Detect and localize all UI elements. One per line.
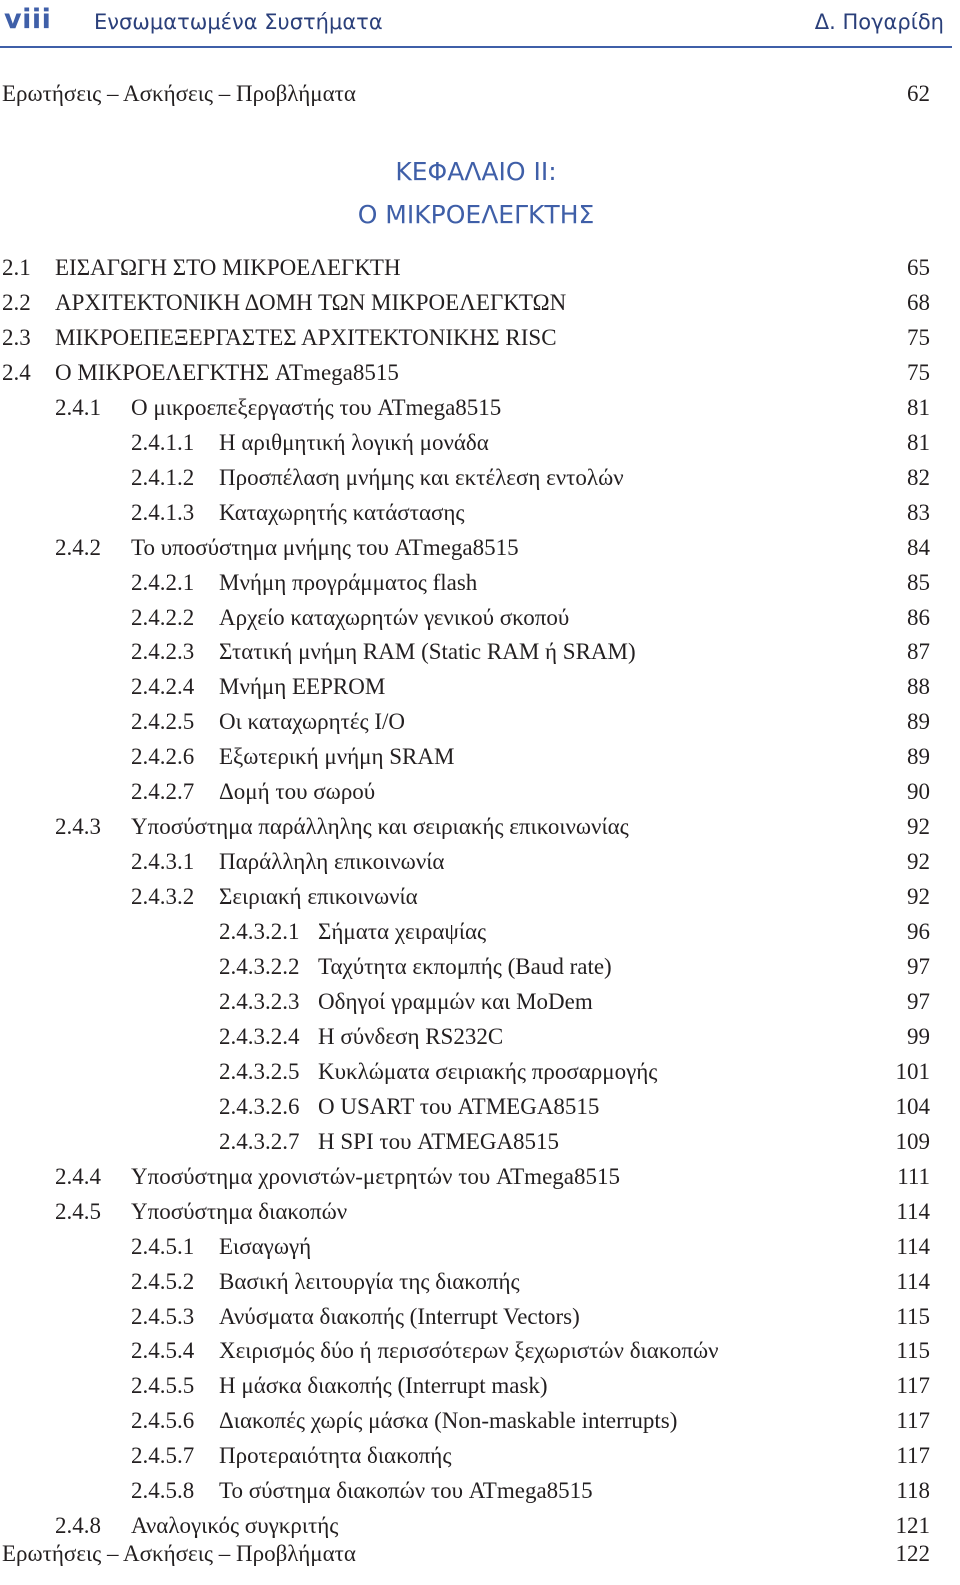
toc-entry-title: Υποσύστημα παράλληλης και σειριακής επικοινωνίας bbox=[131, 814, 629, 840]
toc-entry-number: 2.4.5.7 bbox=[131, 1443, 195, 1469]
toc-entry-title: Στατική μνήμη RAM (Static RAM ή SRAM) bbox=[219, 639, 636, 665]
toc-entry bbox=[0, 461, 930, 495]
toc-entry-questions-end bbox=[0, 1537, 930, 1571]
toc-entry-number: 2.4.1.1 bbox=[131, 429, 195, 455]
toc-entry-title: Ο USART του ATMEGA8515 bbox=[318, 1093, 600, 1119]
toc-entry-page: 87 bbox=[907, 639, 930, 665]
toc-entry-number: 2.4.3.2.4 bbox=[219, 1023, 300, 1049]
toc-entry-number: 2.4.3 bbox=[55, 814, 101, 840]
toc-entry-number: 2.4.5 bbox=[55, 1198, 101, 1224]
toc-entry bbox=[0, 775, 930, 809]
toc-entry-title: ΜΙΚΡΟΕΠΕΞΕΡΓΑΣΤΕΣ ΑΡΧΙΤΕΚΤΟΝΙΚΗΣ RISC bbox=[55, 324, 557, 350]
toc-entry-number: 2.2 bbox=[2, 289, 31, 315]
toc-entry bbox=[0, 531, 930, 565]
toc-entry-page: 104 bbox=[895, 1093, 930, 1119]
toc-entry bbox=[0, 985, 930, 1019]
page-header bbox=[0, 0, 952, 48]
toc-entry-page: 122 bbox=[895, 1541, 930, 1566]
toc-entry bbox=[0, 950, 930, 984]
toc-entry-number: 2.4 bbox=[2, 359, 31, 385]
toc-entry-number: 2.4.5.6 bbox=[131, 1408, 195, 1434]
toc-entry-page: 114 bbox=[896, 1233, 930, 1259]
toc-entry-page: 97 bbox=[907, 954, 930, 979]
toc-entry bbox=[0, 1020, 930, 1054]
toc-entry-number: 2.4.4 bbox=[55, 1163, 101, 1189]
toc-entry-page: 89 bbox=[907, 744, 930, 770]
toc-entry-number: 2.4.2.6 bbox=[131, 744, 195, 770]
toc-entry-title: Κυκλώματα σειριακής προσαρμογής bbox=[318, 1058, 658, 1084]
toc-entry-title: Η SPI του ATMEGA8515 bbox=[318, 1128, 560, 1154]
toc-entry bbox=[0, 321, 930, 355]
toc-entry bbox=[0, 1474, 930, 1508]
toc-entry-page: 62 bbox=[907, 81, 930, 106]
toc-entry bbox=[0, 356, 930, 390]
toc-entry-page: 92 bbox=[907, 884, 930, 910]
author-name: Δ. Πογαρίδη bbox=[814, 10, 944, 34]
toc-entry bbox=[0, 1160, 930, 1194]
toc-entry-page: 75 bbox=[907, 359, 930, 385]
toc-entry bbox=[0, 601, 930, 635]
toc-entry bbox=[0, 1125, 930, 1159]
toc-entry bbox=[0, 1090, 930, 1124]
toc-entry bbox=[0, 705, 930, 739]
toc-entry-title: Η μάσκα διακοπής (Interrupt mask) bbox=[219, 1373, 548, 1399]
toc-entry-title: Οι καταχωρητές I/O bbox=[219, 709, 406, 735]
toc-entry-title: Ο ΜΙΚΡΟΕΛΕΓΚΤΗΣ ATmega8515 bbox=[55, 359, 399, 385]
toc-entry-number: 2.4.3.2.7 bbox=[219, 1128, 300, 1154]
toc-entry-number: 2.4.2.2 bbox=[131, 604, 195, 630]
toc-entry bbox=[0, 740, 930, 774]
toc-entry bbox=[0, 286, 930, 320]
toc-entry-page: 114 bbox=[896, 1198, 930, 1224]
toc-entry-page: 89 bbox=[907, 709, 930, 735]
toc-entry bbox=[0, 1230, 930, 1264]
toc-entry bbox=[0, 810, 930, 844]
toc-entry-number: 2.4.2.7 bbox=[131, 779, 195, 805]
toc-entry bbox=[0, 880, 930, 914]
toc-entry-title: Ο μικροεπεξεργαστής του ATmega8515 bbox=[131, 394, 502, 420]
toc-entry-title: ΑΡΧΙΤΕΚΤΟΝΙΚΗ ΔΟΜΗ ΤΩΝ ΜΙΚΡΟΕΛΕΓΚΤΩΝ bbox=[55, 289, 567, 315]
toc-entry bbox=[0, 496, 930, 530]
toc-entry-page: 121 bbox=[895, 1513, 930, 1539]
toc-entry-page: 86 bbox=[907, 604, 930, 630]
toc-entry-page: 114 bbox=[896, 1268, 930, 1294]
book-title: Ενσωματωμένα Συστήματα bbox=[94, 10, 383, 34]
toc-entry-title: Προτεραιότητα διακοπής bbox=[219, 1443, 452, 1469]
toc-entry-number: 2.4.3.2.1 bbox=[219, 919, 300, 945]
toc-entry-title: Υποσύστημα χρονιστών-μετρητών του ATmega8515 bbox=[131, 1163, 620, 1189]
toc-entry-title: Βασική λειτουργία της διακοπής bbox=[219, 1268, 520, 1294]
toc-entry bbox=[0, 566, 930, 600]
toc-entry-number: 2.4.5.3 bbox=[131, 1303, 195, 1329]
toc-entry-number: 2.4.3.2.5 bbox=[219, 1058, 300, 1084]
toc-entry-page: 88 bbox=[907, 674, 930, 700]
toc-entry-number: 2.4.3.1 bbox=[131, 849, 195, 875]
toc-entry bbox=[0, 670, 930, 704]
toc-entry-page: 83 bbox=[907, 499, 930, 525]
toc-entry-number: 2.4.1.3 bbox=[131, 499, 195, 525]
toc-entry-number: 2.4.5.8 bbox=[131, 1478, 195, 1504]
toc-entry bbox=[0, 1439, 930, 1473]
toc-entry-page: 115 bbox=[896, 1338, 930, 1364]
toc-entry-title: Εισαγωγή bbox=[219, 1233, 312, 1259]
toc-entry-number: 2.4.1.2 bbox=[131, 464, 195, 490]
toc-entry-title: Μνήμη EEPROM bbox=[219, 674, 386, 700]
toc-entry-title: Εξωτερική μνήμη SRAM bbox=[219, 744, 455, 770]
toc-entry-title: Το σύστημα διακοπών του ATmega8515 bbox=[219, 1478, 593, 1504]
toc-entry-number: 2.4.3.2.3 bbox=[219, 988, 300, 1014]
toc-entry-title: Το υποσύστημα μνήμης του ATmega8515 bbox=[131, 534, 519, 560]
toc-entry-title: Ερωτήσεις – Ασκήσεις – Προβλήματα bbox=[2, 81, 356, 106]
toc-entry bbox=[0, 1404, 930, 1438]
toc-entry bbox=[0, 635, 930, 669]
toc-entry-page: 84 bbox=[907, 534, 930, 560]
toc-entry bbox=[0, 391, 930, 425]
toc-entry-number: 2.4.2.5 bbox=[131, 709, 195, 735]
toc-entry-title: Η σύνδεση RS232C bbox=[318, 1023, 504, 1049]
toc-entry-page: 82 bbox=[907, 464, 930, 490]
toc-entry-number: 2.4.1 bbox=[55, 394, 101, 420]
toc-entry bbox=[0, 1369, 930, 1403]
toc-entry-page: 117 bbox=[896, 1408, 930, 1434]
toc-entry bbox=[0, 1195, 930, 1229]
toc-entry-page: 115 bbox=[896, 1303, 930, 1329]
toc-entry-title: Μνήμη προγράμματος flash bbox=[219, 569, 478, 595]
toc-entry-title: ΕΙΣΑΓΩΓΗ ΣΤΟ ΜΙΚΡΟΕΛΕΓΚΤΗ bbox=[55, 255, 401, 280]
toc-entry-title: Καταχωρητής κατάστασης bbox=[219, 499, 465, 525]
toc-entry-page: 85 bbox=[907, 569, 930, 595]
toc-entry-page: 117 bbox=[896, 1443, 930, 1469]
toc-entry-title: Η αριθμητική λογική μονάδα bbox=[219, 429, 489, 455]
toc-entry-page: 111 bbox=[897, 1163, 930, 1189]
toc-entry-number: 2.4.5.4 bbox=[131, 1338, 195, 1364]
toc-entry bbox=[0, 1300, 930, 1334]
toc-entry-number: 2.4.3.2.6 bbox=[219, 1093, 300, 1119]
toc-entry-title: Υποσύστημα διακοπών bbox=[131, 1198, 348, 1224]
toc-entry-page: 90 bbox=[907, 779, 930, 805]
toc-entry-title: Προσπέλαση μνήμης και εκτέλεση εντολών bbox=[219, 464, 624, 490]
toc-entry-number: 2.4.3.2.2 bbox=[219, 954, 300, 979]
toc-entry-number: 2.4.5.2 bbox=[131, 1268, 195, 1294]
toc-entry-page: 92 bbox=[907, 814, 930, 840]
toc-entry bbox=[0, 1265, 930, 1299]
toc-entry-title: Σήματα χειραψίας bbox=[318, 919, 487, 945]
toc-entry-number: 2.4.2.3 bbox=[131, 639, 195, 665]
toc-entry-number: 2.4.2.4 bbox=[131, 674, 195, 700]
toc-entry-page: 99 bbox=[907, 1023, 930, 1049]
toc-entry-number: 2.4.5.5 bbox=[131, 1373, 195, 1399]
toc-entry-page: 92 bbox=[907, 849, 930, 875]
toc-entry-title: Χειρισμός δύο ή περισσότερων ξεχωριστών διακοπών bbox=[219, 1338, 719, 1364]
toc-entry-page: 97 bbox=[907, 988, 930, 1014]
toc-entry-title: Ταχύτητα εκπομπής (Baud rate) bbox=[318, 954, 612, 979]
toc-entry-title: Αρχείο καταχωρητών γενικού σκοπού bbox=[219, 604, 570, 630]
toc-entry-number: 2.1 bbox=[2, 255, 31, 280]
toc-entry-page: 96 bbox=[907, 919, 930, 945]
toc-entry-number: 2.4.8 bbox=[55, 1513, 101, 1539]
toc-entry-number: 2.4.2.1 bbox=[131, 569, 195, 595]
toc-entry bbox=[0, 251, 930, 285]
chapter-heading-line1: ΚΕΦΑΛΑΙΟ II: bbox=[395, 157, 557, 186]
toc-entry-page: 81 bbox=[907, 429, 930, 455]
toc-entry-page: 118 bbox=[896, 1478, 930, 1504]
toc-entry bbox=[0, 845, 930, 879]
toc-entry-page: 68 bbox=[907, 289, 930, 315]
toc-entry-title: Σειριακή επικοινωνία bbox=[219, 884, 418, 910]
toc-entry-title: Ανύσματα διακοπής (Interrupt Vectors) bbox=[219, 1303, 580, 1329]
toc-entry-page: 101 bbox=[895, 1058, 930, 1084]
toc-entry-title: Διακοπές χωρίς μάσκα (Non-maskable interrupts) bbox=[219, 1408, 678, 1434]
toc-entry-title: Ερωτήσεις – Ασκήσεις – Προβλήματα bbox=[2, 1541, 356, 1566]
toc-entry-page: 75 bbox=[907, 324, 930, 350]
toc-entry-page: 65 bbox=[907, 255, 930, 280]
toc-entry-title: Δομή του σωρού bbox=[219, 779, 376, 805]
toc-entry-title: Οδηγοί γραμμών και MoDem bbox=[318, 988, 593, 1014]
toc-entry-page: 81 bbox=[907, 394, 930, 420]
toc-entry-number: 2.3 bbox=[2, 324, 31, 350]
toc-entry bbox=[0, 915, 930, 949]
page-number-roman: viii bbox=[4, 4, 52, 35]
toc-entry bbox=[0, 1055, 930, 1089]
toc-entry bbox=[0, 426, 930, 460]
toc-entry bbox=[0, 1334, 930, 1368]
toc-entry-questions bbox=[0, 77, 930, 111]
toc-entry-number: 2.4.2 bbox=[55, 534, 101, 560]
chapter-heading-line2: Ο ΜΙΚΡΟΕΛΕΓΚΤΗΣ bbox=[357, 200, 595, 229]
toc-entry-number: 2.4.5.1 bbox=[131, 1233, 195, 1259]
toc-entry-title: Αναλογικός συγκριτής bbox=[131, 1513, 339, 1539]
toc-entry-title: Παράλληλη επικοινωνία bbox=[219, 849, 445, 875]
toc-entry-number: 2.4.3.2 bbox=[131, 884, 195, 910]
toc-entry-page: 117 bbox=[896, 1373, 930, 1399]
toc-entry-page: 109 bbox=[895, 1128, 930, 1154]
